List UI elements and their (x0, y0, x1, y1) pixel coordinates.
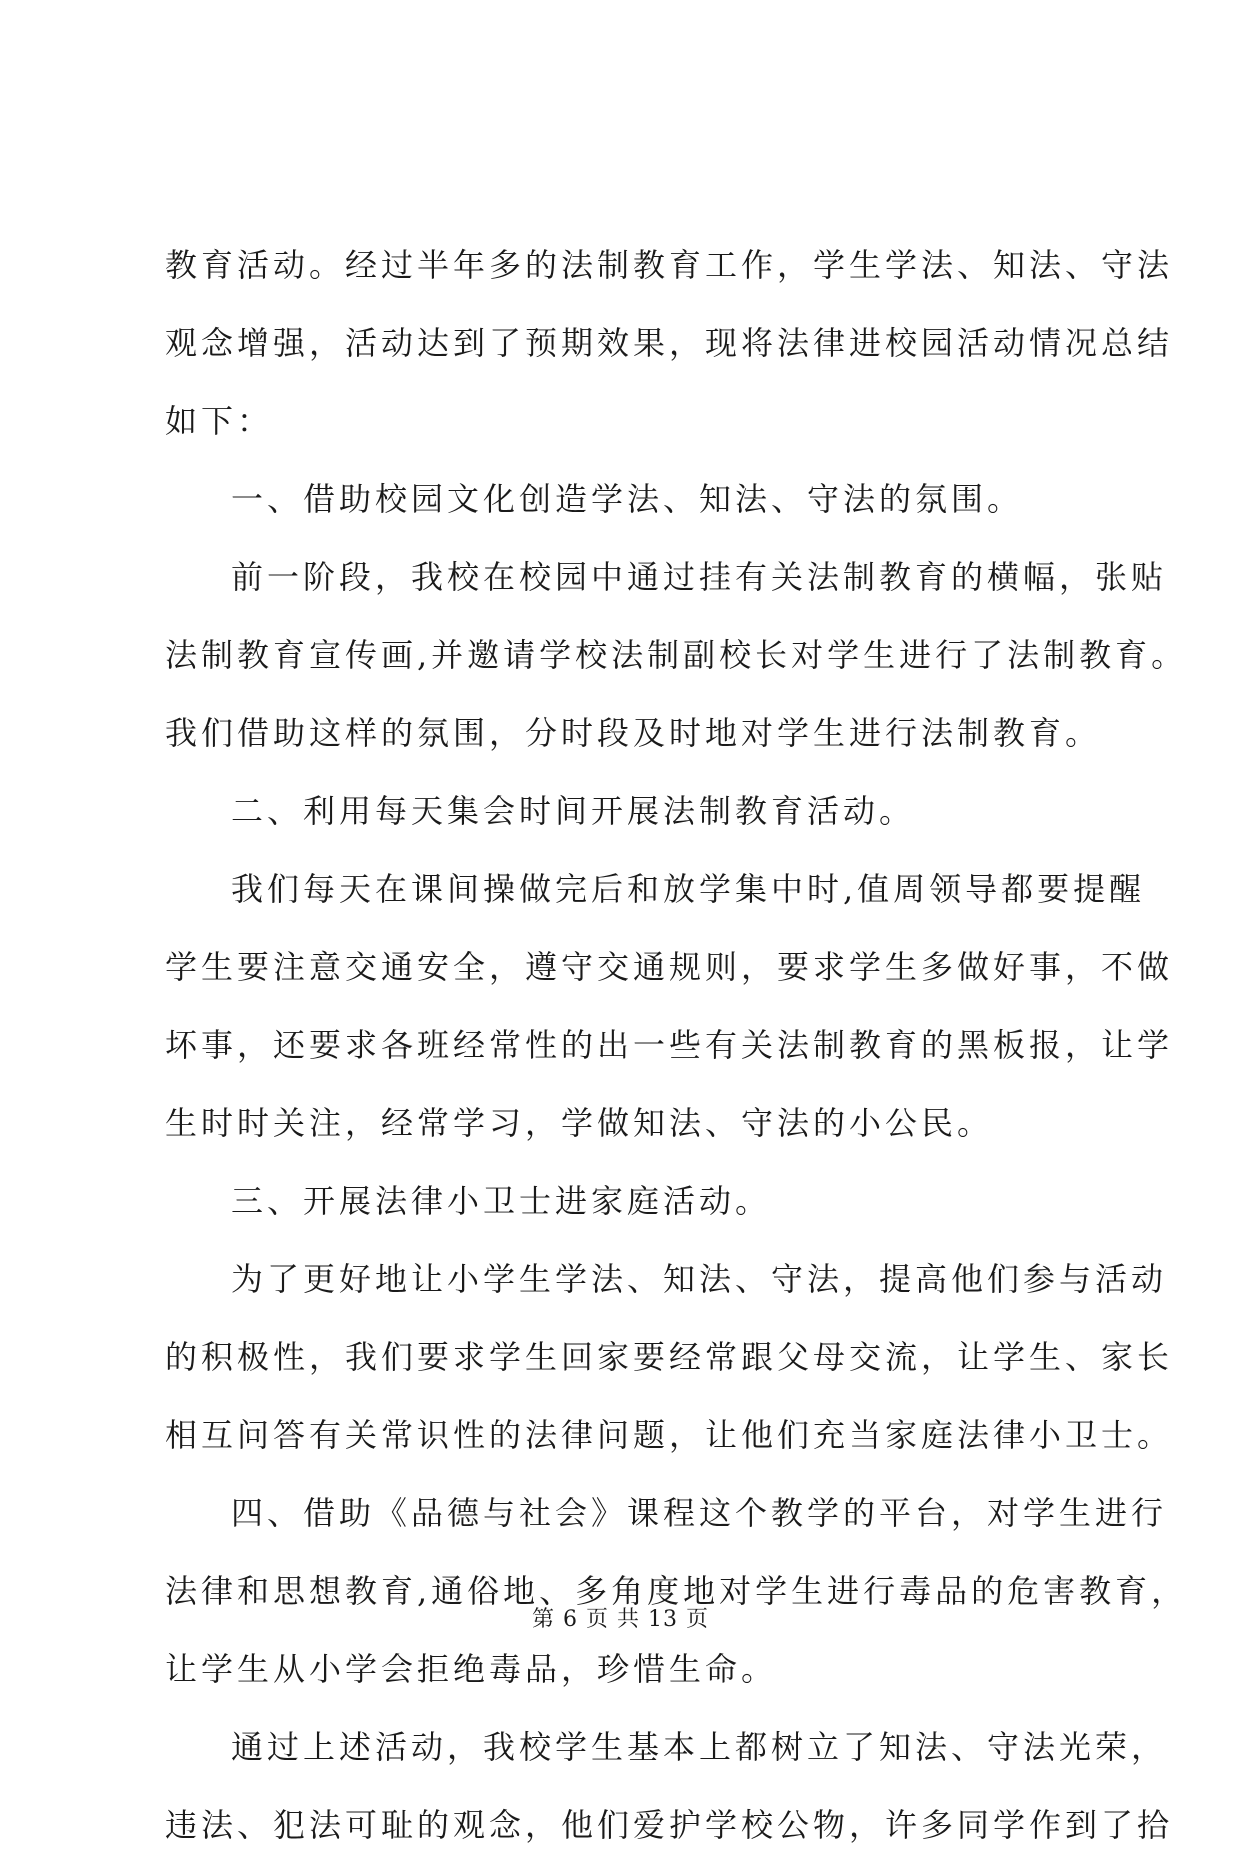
text-line: 的积极性，我们要求学生回家要经常跟父母交流，让学生、家长 (165, 1338, 1174, 1376)
text-line: 观念增强，活动达到了预期效果，现将法律进校园活动情况总结 (165, 324, 1174, 362)
text-line: 让学生从小学会拒绝毒品，珍惜生命。 (165, 1650, 778, 1688)
text-line: 如下： (165, 402, 274, 440)
text-line: 法制教育宣传画,并邀请学校法制副校长对学生进行了法制教育。 (165, 636, 1188, 674)
text-line: 生时时关注，经常学习，学做知法、守法的小公民。 (165, 1104, 994, 1142)
text-line: 通过上述活动，我校学生基本上都树立了知法、守法光荣， (231, 1728, 1168, 1766)
text-line: 法律和思想教育,通俗地、多角度地对学生进行毒品的危害教育， (165, 1572, 1188, 1610)
section-heading: 一、借助校园文化创造学法、知法、守法的氛围。 (231, 480, 1024, 518)
text-line: 前一阶段，我校在校园中通过挂有关法制教育的横幅，张贴 (231, 558, 1168, 596)
section-heading: 三、开展法律小卫士进家庭活动。 (231, 1182, 772, 1220)
text-line: 为了更好地让小学生学法、知法、守法，提高他们参与活动 (231, 1260, 1168, 1298)
section-heading: 二、利用每天集会时间开展法制教育活动。 (231, 792, 916, 830)
text-line: 学生要注意交通安全，遵守交通规则，要求学生多做好事，不做 (165, 948, 1174, 986)
page-footer: 第 6 页 共 13 页 (532, 1607, 709, 1632)
text-line: 相互问答有关常识性的法律问题，让他们充当家庭法律小卫士。 (165, 1416, 1174, 1454)
text-line: 我们每天在课间操做完后和放学集中时,值周领导都要提醒 (231, 870, 1146, 908)
section-heading: 四、借助《品德与社会》课程这个教学的平台，对学生进行 (231, 1494, 1168, 1532)
text-line: 教育活动。经过半年多的法制教育工作，学生学法、知法、守法 (165, 246, 1174, 284)
text-line: 坏事，还要求各班经常性的出一些有关法制教育的黑板报，让学 (165, 1026, 1174, 1064)
text-line: 违法、犯法可耻的观念，他们爱护学校公物，许多同学作到了拾 (165, 1806, 1174, 1844)
text-line: 我们借助这样的氛围，分时段及时地对学生进行法制教育。 (165, 714, 1102, 752)
